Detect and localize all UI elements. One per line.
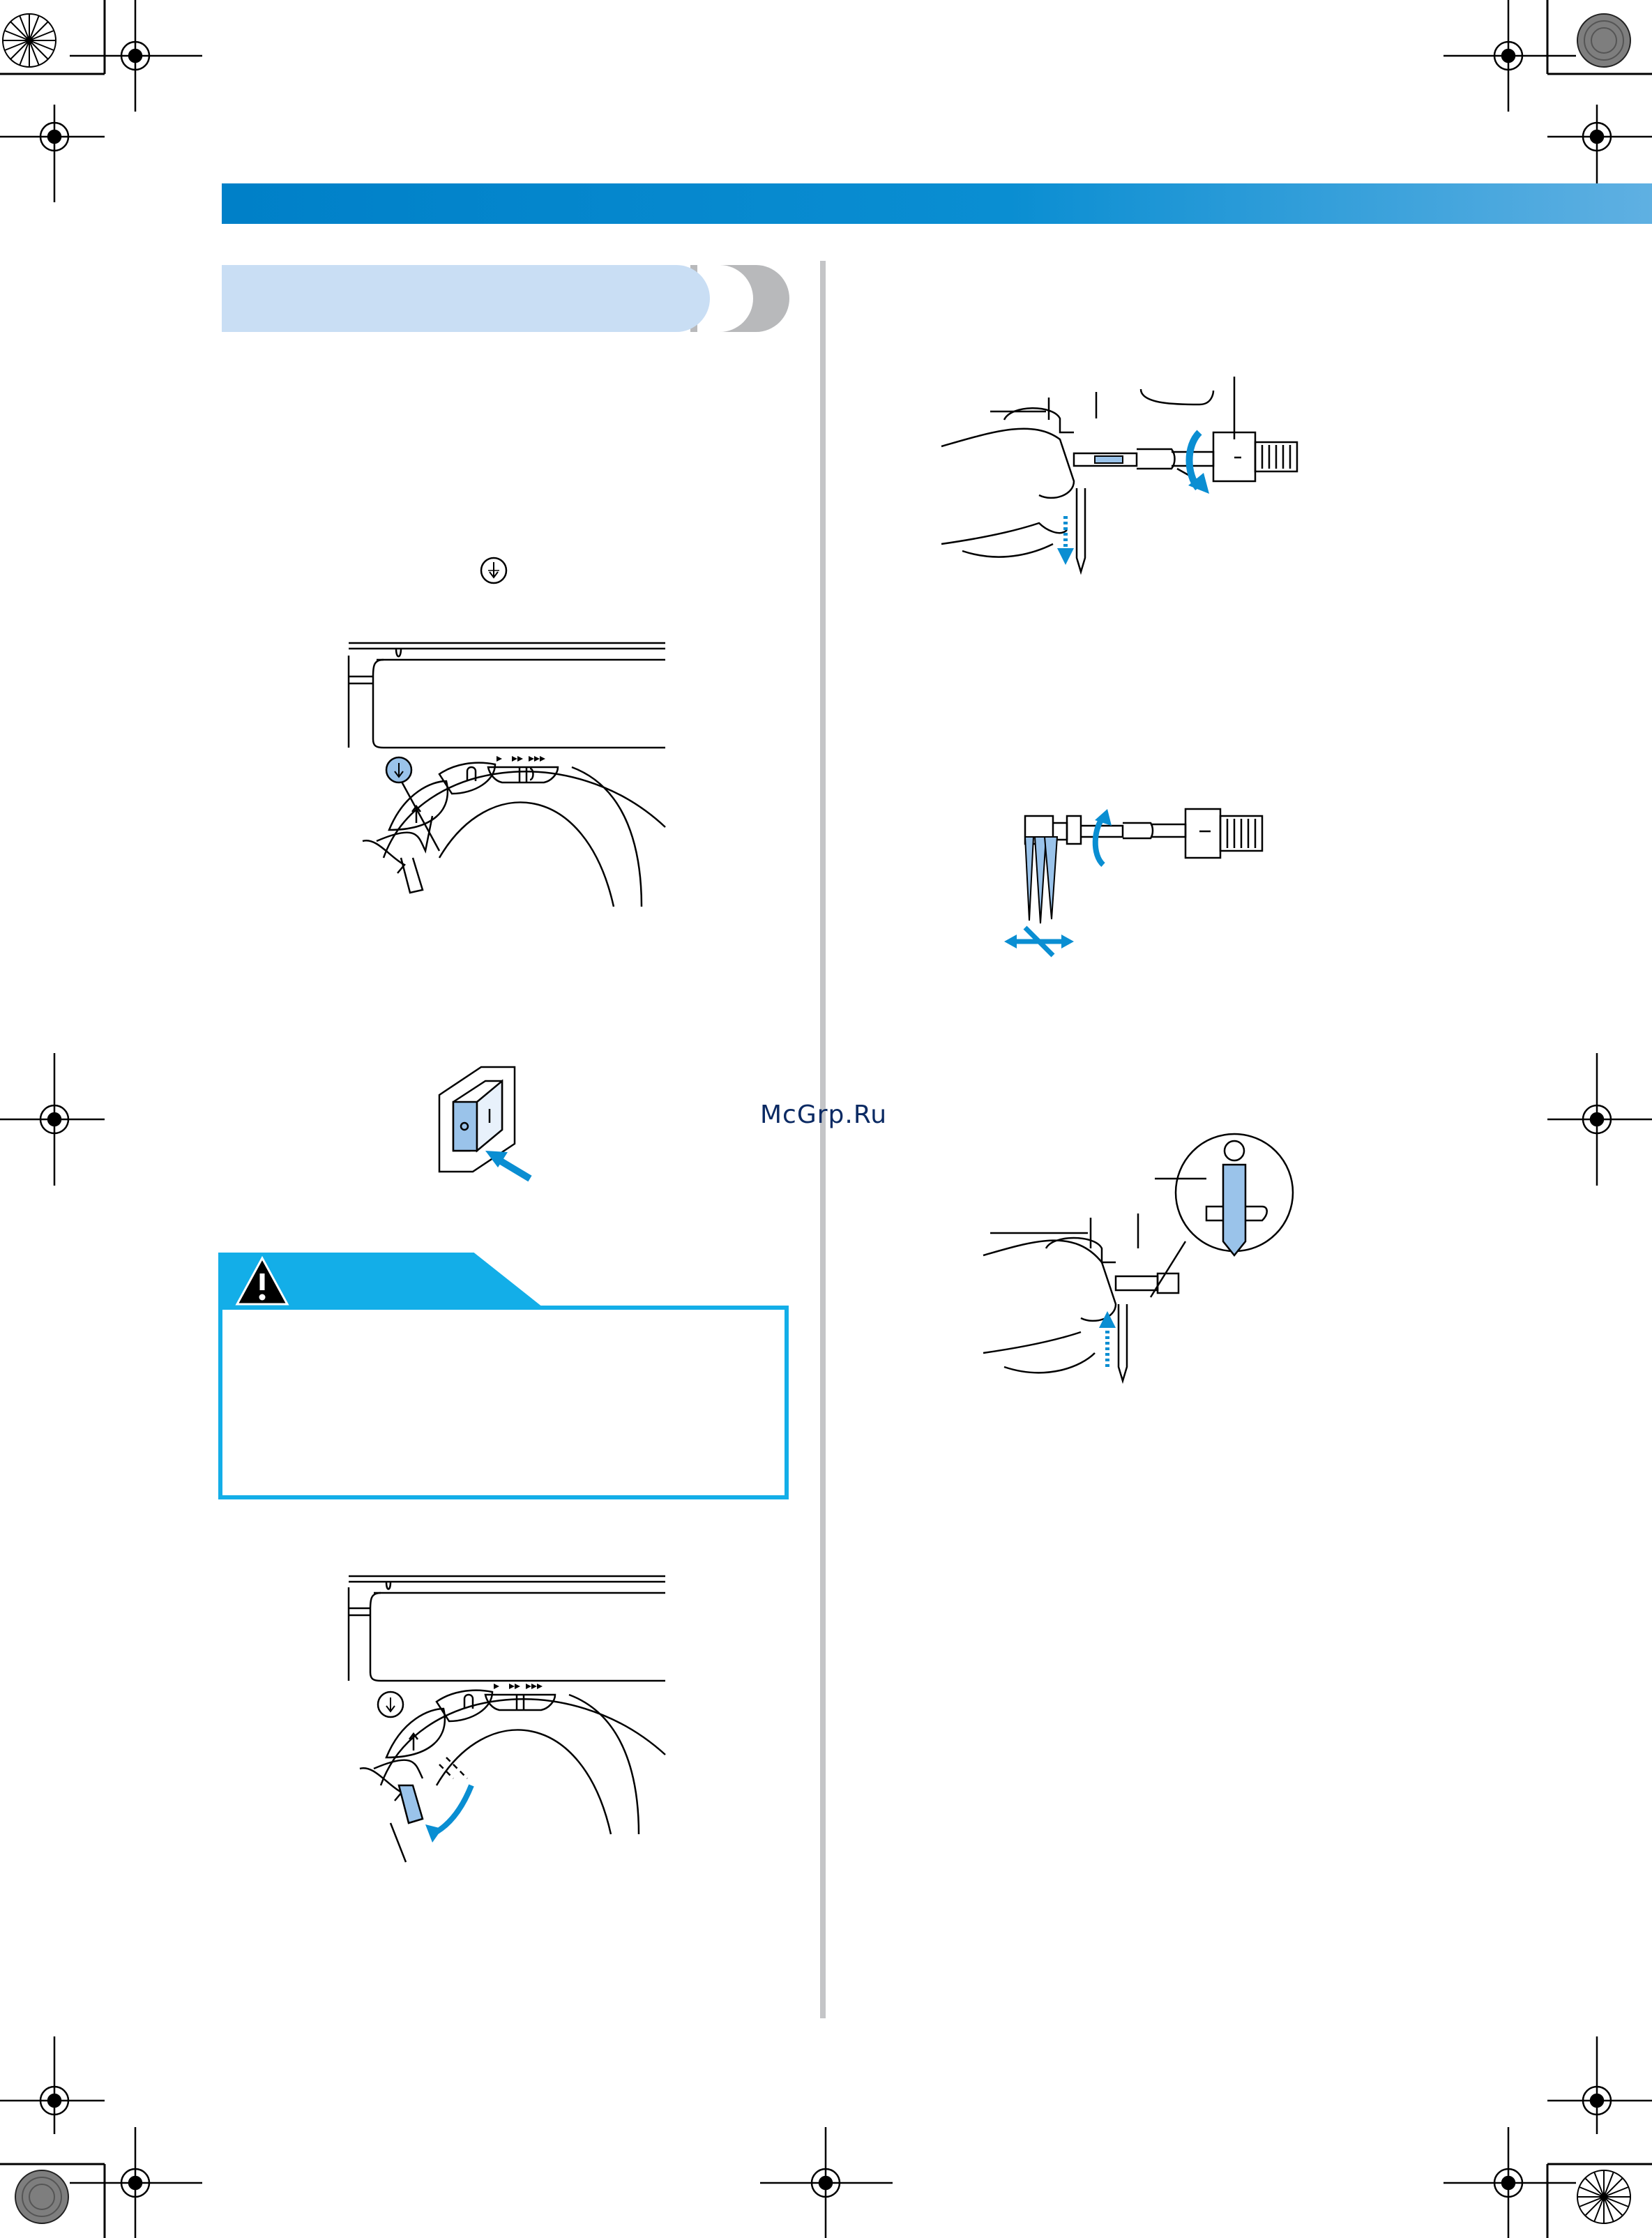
needle-insertion-illustration xyxy=(976,1116,1325,1395)
section-heading-pill xyxy=(222,265,710,332)
chapter-header-bar xyxy=(222,183,1652,224)
column-divider xyxy=(820,261,826,2018)
loosen-needle-clamp-illustration xyxy=(934,377,1367,600)
power-switch-illustration xyxy=(425,1053,551,1179)
warning-triangle-icon xyxy=(234,1255,290,1307)
presser-foot-lever-illustration xyxy=(335,1555,669,1848)
needle-removal-illustration xyxy=(990,788,1255,969)
caution-box xyxy=(218,1306,789,1499)
needle-position-button-illustration xyxy=(335,628,669,921)
watermark-text: McGrp.Ru xyxy=(760,1101,888,1129)
needle-position-icon xyxy=(480,557,508,584)
